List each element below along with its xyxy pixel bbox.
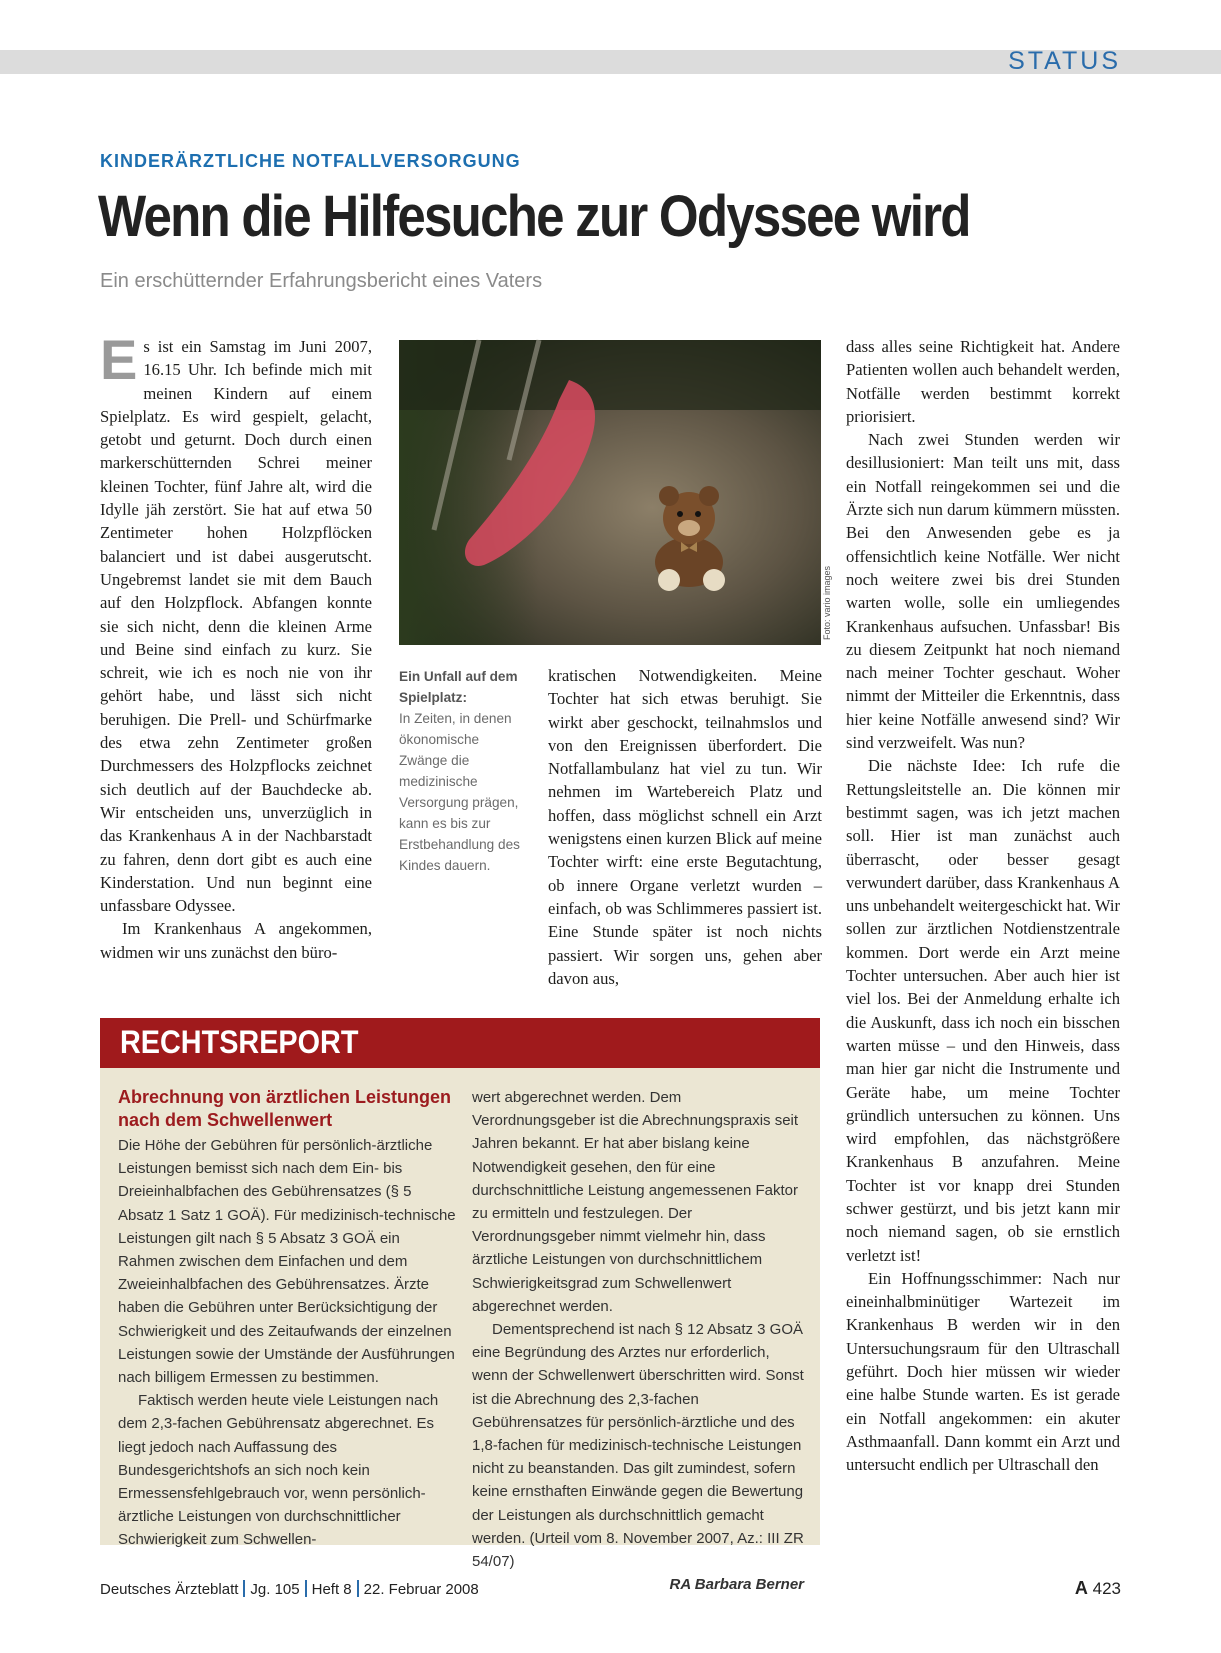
caption-text: In Zeiten, in denen ökonomische Zwänge die medizinische Versorgung prägen, kann es bis zur Erstbehandlung des Kindes dauern. xyxy=(399,711,520,873)
article-paragraph: Im Krankenhaus A angekommen, widmen wir uns zunächst den büro- xyxy=(100,919,372,962)
rechtsreport-paragraph: Faktisch werden heute viele Leistungen nach dem 2,3-fachen Gebührensatz abgerechnet. Es liegt jedoch nach Auffassung des Bundesgerichtshofs an sich noch kein Ermessensfehlgebrauch vor, wenn persönlich-ärztliche Leistungen von durchschnittlicher Schwierigkeit zum Schwellen- xyxy=(118,1392,439,1549)
article-paragraph: Nach zwei Stunden werden wir desillusioniert: Man teilt uns mit, dass ein Notfall reingekommen sei und die Ärzte sich nun darum kümmern müssten. Bei den Anwesenden gebe es ja offensichtlich keine Notfälle. Wer nicht noch weitere zwei bis drei Stunden warten wolle, solle ein umliegendes Krankenhaus aufsuchen. Unfassbar! Bis zu diesem Zeitpunkt hat noch niemand nach meiner Tochter geschaut. Woher nimmt der Mitteiler die Erkenntnis, dass hier keine Notfälle anwesend sind? Wir sind verzweifelt. Was nun? xyxy=(846,430,1120,753)
page-prefix: A xyxy=(1074,1578,1088,1598)
article-paragraph: Ein Hoffnungsschimmer: Nach nur eineinhalbminütiger Wartezeit im Krankenhaus B werden wir in den Untersuchungsraum für den Ultraschall geführt. Doch hier müssen wir wieder eine halbe Stunde warten. Es ist gerade ein Notfall angekommen: ein akuter Asthmaanfall. Dann kommt ein Arzt und untersucht endlich per Ultraschall den xyxy=(846,1268,1120,1475)
section-label: STATUS xyxy=(1008,47,1121,75)
rechtsreport-banner xyxy=(100,1018,820,1068)
footer-volume: Jg. 105 xyxy=(250,1581,300,1598)
rechtsreport-title: Abrechnung von ärztlichen Leistungen nach dem Schwellenwert xyxy=(118,1087,452,1130)
article-paragraph: dass alles seine Richtigkeit hat. Andere Patienten wollen auch behandelt werden, Notfälle werden bestimmt korrekt priorisiert. xyxy=(846,337,1120,426)
footer-date: 22. Februar 2008 xyxy=(363,1581,479,1598)
footer-separator xyxy=(357,1580,359,1597)
article-paragraph: kratischen Notwendigkeiten. Meine Tochter hat sich etwas beruhigt. Sie wirkt aber geschockt, teilnahmslos und von den Ereignissen überfordert. Die Notfallambulanz hat viel zu tun. Wir nehmen im Wartebereich Platz und hoffen, dass möglichst schnell ein Arzt wenigstens einen kurzen Blick auf meine Tochter wirft: eine erste Begutachtung, ob innere Organe verletzt wurden – einfach, ob was Schlimmeres passiert ist. Eine Stunde später ist noch nichts passiert. Wir sorgen uns, gehen aber davon aus, xyxy=(548,666,822,988)
article-paragraph: Es ist ein Samstag im Juni 2007, 16.15 Uhr. Ich befinde mich mit meinen Kindern auf einem Spielplatz. Es wird gespielt, gelacht, getobt und geturnt. Doch durch einen markerschütternden Schrei meiner kleinen Tochter, fünf Jahre alt, wird die Idylle jäh zerstört. Sie hat auf etwa 50 Zentimeter hohen Holzpflöcken balanciert und ist dabei ausgerutscht. Ungebremst landet sie mit dem Bauch auf den Holzpflock. Abfangen konnte sie sich nicht, denn die kleinen Arme und Beine sind einfach zu kurz. Sie schreit, wie ich es noch nie von ihr gehört habe, und lässt sich nicht beruhigen. Die Prell- und Schürfmarke des etwa zehn Zentimeter großen Durchmessers des Holzpflocks zeichnet sich deutlich auf der Bauchdecke ab. Wir entscheiden uns, unverzüglich in das Krankenhaus A in der Nachbarstadt zu fahren, denn dort gibt es auch eine Kinderstation. Und nun beginnt eine unfassbare Odyssee. xyxy=(100,328,372,916)
article-headline: Wenn die Hilfesuche zur Odyssee wird xyxy=(98,184,970,249)
rechtsreport-column-2 xyxy=(472,1086,804,1594)
rechtsreport-column-1 xyxy=(118,1086,458,1549)
rechtsreport-author: RA Barbara Berner xyxy=(669,1576,804,1594)
photo-caption xyxy=(399,666,527,876)
dropcap: E xyxy=(100,328,138,391)
article-kicker: KINDERÄRZTLICHE NOTFALLVERSORGUNG xyxy=(100,151,521,171)
footer-citation xyxy=(100,1580,479,1598)
article-subheadline: Ein erschütternder Erfahrungsbericht eines Vaters xyxy=(100,270,543,292)
footer-publication: Deutsches Ärzteblatt xyxy=(100,1581,239,1598)
article-photo xyxy=(399,340,821,645)
article-column-3 xyxy=(846,335,1120,1560)
article-column-2 xyxy=(548,664,822,994)
page-number xyxy=(1075,1578,1121,1599)
photo-credit: Foto: vario images xyxy=(822,565,832,640)
footer-separator xyxy=(243,1580,245,1597)
rechtsreport-paragraph: Dementsprechend ist nach § 12 Absatz 3 GOÄ eine Begründung des Arztes nur erforderlich, wenn der Schwellenwert überschritten wird. Sonst ist die Abrechnung des 2,3-fachen Gebührensatzes für persönlich-ärztliche und des 1,8-fachen für medizinisch-technische Leistungen nicht zu beanstanden. Das gilt zumindest, sofern keine ernsthaften Einwände gegen die Bewertung der Leistungen als durchschnittlich gemacht werden. (Urteil vom 8. November 2007, Az.: III ZR 54/07) xyxy=(472,1321,804,1571)
rechtsreport-label: RECHTSREPORT xyxy=(120,1024,359,1060)
footer-separator xyxy=(305,1580,307,1597)
rechtsreport-paragraph: Die Höhe der Gebühren für persönlich-ärztliche Leistungen bemisst sich nach dem Ein- bis Dreieinhalbfachen des Gebührensatzes (§ 5 Absatz 1 Satz 1 GOÄ). Für medizinisch-technische Leistungen gilt nach § 5 Absatz 3 GOÄ ein Rahmen zwischen dem Einfachen und dem Zweieinhalbfachen des Gebührensatzes. Ärzte haben die Gebühren unter Berücksichtigung der Schwierigkeit und des Zeitaufwands der einzelnen Leistungen sowie der Umstände der Ausführungen nach billigem Ermessen zu bestimmen. xyxy=(118,1137,456,1387)
rechtsreport-paragraph: wert abgerechnet werden. Dem Verordnungsgeber ist die Abrechnungspraxis seit Jahren bekannt. Er hat aber bislang keine Notwendigkeit gesehen, den für eine durchschnittliche Leistung angemessenen Faktor zu ermitteln und festzulegen. Der Verordnungsgeber nimmt vielmehr hin, dass ärztliche Leistungen von durchschnittlichem Schwierigkeitsgrad zum Schwellenwert abgerechnet werden. xyxy=(472,1089,799,1315)
page-number-value: 423 xyxy=(1092,1579,1121,1598)
caption-title: Ein Unfall auf dem Spielplatz: xyxy=(399,669,518,705)
swing-teddy-bear-image xyxy=(399,340,821,645)
article-paragraph: Die nächste Idee: Ich rufe die Rettungsleitstelle an. Die können mir bestimmt sagen, was ich jetzt machen soll. Hier ist man zunächst auch überrascht, oder besser gesagt verwundert darüber, dass Krankenhaus A uns unbehandelt weitergeschickt hat. Wir sollen zur ärztlichen Notdienstzentrale kommen. Dort werde ein Arzt meine Tochter untersuchen. Aber auch hier ist viel los. Bei der Anmeldung erhalte ich die Auskunft, dass ich noch ein bisschen warten müsse – und den Hinweis, dass man hier gar nicht die Instrumente und Geräte habe, um meine Tochter gründlich untersuchen zu können. Uns wird empfohlen, das nächstgrößere Krankenhaus B anzufahren. Meine Tochter ist vor knapp drei Stunden schwer gestürzt, und bis jetzt kann mir noch niemand sagen, ob sie ernstlich verletzt ist! xyxy=(846,756,1120,1265)
footer-issue: Heft 8 xyxy=(311,1581,352,1598)
article-column-1 xyxy=(100,328,372,995)
